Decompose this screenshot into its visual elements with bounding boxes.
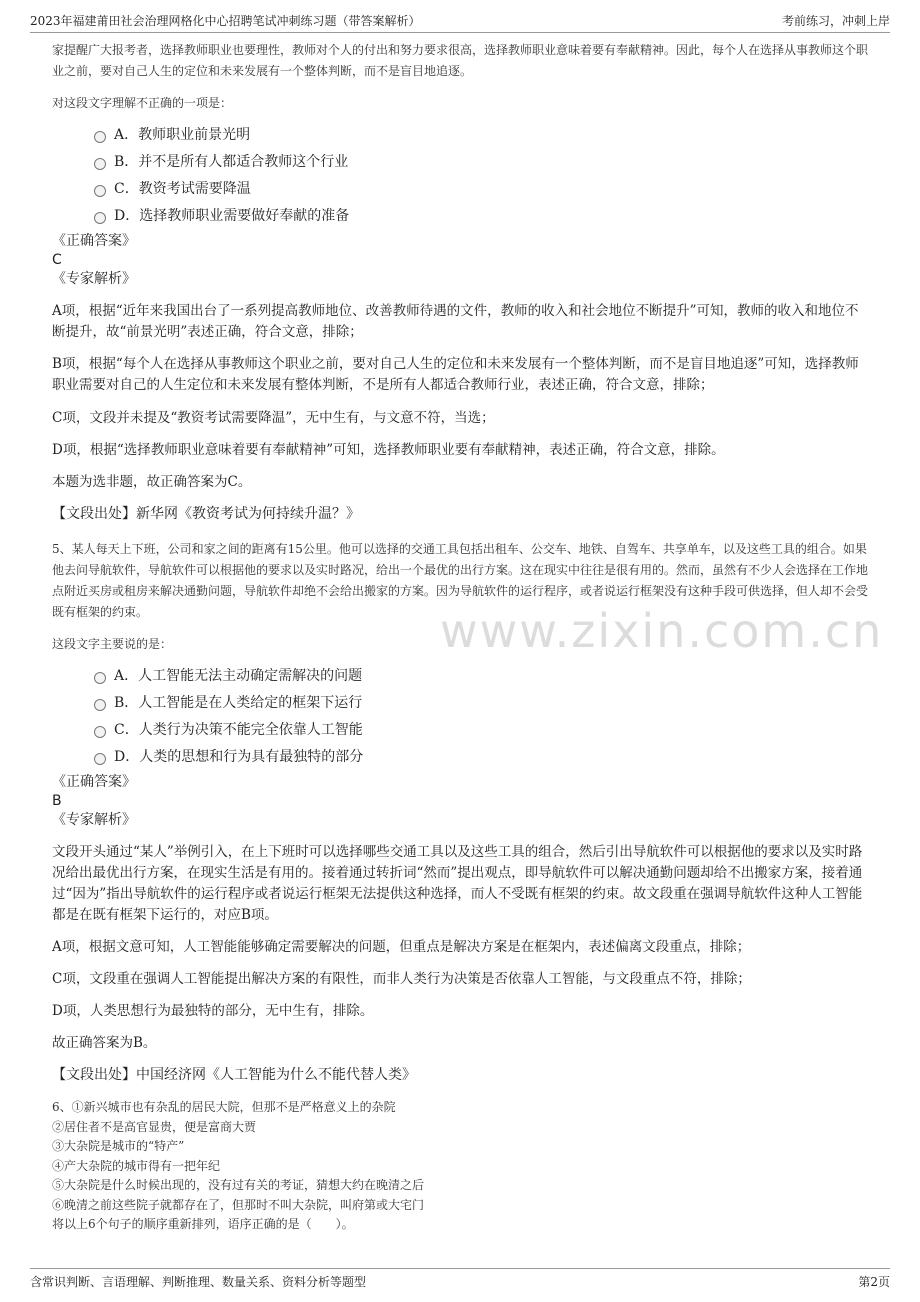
radio-icon[interactable] <box>94 753 106 765</box>
q4-option-c[interactable]: C．教资考试需要降温 <box>52 176 868 203</box>
q5-analysis-a: A项，根据文意可知，人工智能能够确定需要解决的问题，但重点是解决方案是在框架内，表述偏离文段重点，排除； <box>52 939 751 955</box>
q5-option-a[interactable]: A．人工智能无法主动确定需解决的问题 <box>52 663 868 690</box>
q6-line: ④产大杂院的城市得有一把年纪 <box>52 1158 221 1173</box>
q4-option-d[interactable]: D．选择教师职业需要做好奉献的准备 <box>52 203 868 230</box>
q4-options <box>52 122 868 230</box>
watermark: www.zixin.com.cn <box>440 604 884 658</box>
radio-icon[interactable] <box>94 158 106 170</box>
q6-block <box>52 1098 868 1235</box>
q6-line: ②居住者不是高官显贵，便是富商大贾 <box>52 1119 257 1134</box>
q4-option-a[interactable]: A．教师职业前景光明 <box>52 122 868 149</box>
q6-line: ⑤大杂院是什么时候出现的，没有过有关的考证，猜想大约在晚清之后 <box>52 1178 425 1192</box>
q6-question: 将以上6个句子的顺序重新排列，语序正确的是（ ）。 <box>52 1217 354 1231</box>
q4-option-b[interactable]: B．并不是所有人都适合教师这个行业 <box>52 149 868 176</box>
q4-question: 对这段文字理解不正确的一项是： <box>52 96 233 110</box>
header-slogan: 考前练习，冲刺上岸 <box>781 14 890 28</box>
radio-icon[interactable] <box>94 726 106 738</box>
q4-conclusion: 本题为选非题，故正确答案为C。 <box>52 474 252 490</box>
q5-conclusion: 故正确答案为B。 <box>52 1035 157 1051</box>
q5-answer-label: 《正确答案》 <box>52 774 136 790</box>
q5-analysis-label: 《专家解析》 <box>52 812 136 828</box>
page-content <box>52 40 868 1235</box>
q5-options <box>52 663 868 771</box>
q5-option-b[interactable]: B．人工智能是在人类给定的框架下运行 <box>52 690 868 717</box>
q4-analysis-b: B项，根据“每个人在选择从事教师这个职业之前，要对自己人生的定位和未来发展有一个整体判断，而不是盲目地追逐”可知，选择教师职业需要对自己的人生定位和未来发展有整体判断，不是所有人都适合教师行业，表述正确，符合文意，排除； <box>52 356 859 393</box>
q5-analysis-main: 文段开头通过“某人”举例引入，在上下班时可以选择哪些交通工具以及这些工具的组合，然后引出导航软件可以根据他的要求以及实时路况给出最优出行方案，在现实生活是有用的。接着通过转折词“然而”提出观点，即导航软件可以解决通勤问题却给不出搬家方案，接着通过“因为”指出导航软件的运行程序或者说运行框架无法提供这种选择，而人不受既有框架的约束。故文段重在强调导航软件这种人工智能都是在既有框架下运行的，对应B项。 <box>52 844 863 923</box>
q5-option-c[interactable]: C．人类行为决策不能完全依靠人工智能 <box>52 717 868 744</box>
radio-icon[interactable] <box>94 131 106 143</box>
q4-analysis-d: D项，根据“选择教师职业意味着要有奉献精神”可知，选择教师职业要有奉献精神，表述正确，符合文意，排除。 <box>52 442 725 458</box>
q5-passage: 5、某人每天上下班，公司和家之间的距离有15公里。他可以选择的交通工具包括出租车、公交车、地铁、自驾车、共享单车，以及这些工具的组合。如果他去问导航软件，导航软件可以根据他的要求以及实时路况，给出一个最优的出行方案。这在现实中往往是很有用的。然而，虽然有不少人会选择在工作地点附近买房或租房来解决通勤问题，导航软件却绝不会给出搬家的方案。因为导航软件的运行程序，或者说运行框架没有这种手段可供选择，但人却不会受既有框架的约束。 <box>52 542 869 619</box>
q5-source: 【文段出处】中国经济网《人工智能为什么不能代替人类》 <box>52 1067 416 1083</box>
radio-icon[interactable] <box>94 212 106 224</box>
q4-source: 【文段出处】新华网《教资考试为何持续升温？》 <box>52 506 360 522</box>
q4-answer-label: 《正确答案》 <box>52 233 136 249</box>
q5-analysis-c: C项，文段重在强调人工智能提出解决方案的有限性，而非人类行为决策是否依靠人工智能，与文段重点不符，排除； <box>52 971 751 987</box>
q4-answer: C <box>52 252 62 268</box>
page-number: 第2页 <box>858 1275 890 1289</box>
radio-icon[interactable] <box>94 185 106 197</box>
q5-question: 这段文字主要说的是： <box>52 637 173 651</box>
q4-analysis-a: A项，根据“近年来我国出台了一系列提高教师地位、改善教师待遇的文件，教师的收入和社会地位不断提升”可知，教师的收入和地位不断提升，故“前景光明”表述正确，符合文意，排除； <box>52 303 859 340</box>
radio-icon[interactable] <box>94 699 106 711</box>
footer-categories: 含常识判断、言语理解、判断推理、数量关系、资料分析等题型 <box>30 1275 367 1289</box>
q5-answer: B <box>52 793 62 809</box>
q4-analysis-label: 《专家解析》 <box>52 271 136 287</box>
q6-line: ③大杂院是城市的“特产” <box>52 1139 185 1153</box>
q4-analysis-c: C项，文段并未提及“教资考试需要降温”，无中生有，与文意不符，当选； <box>52 410 495 426</box>
page-header <box>30 10 890 33</box>
q6-line: ⑥晚清之前这些院子就都存在了，但那时不叫大杂院，叫府第或大宅门 <box>52 1197 425 1212</box>
header-title: 2023年福建莆田社会治理网格化中心招聘笔试冲刺练习题（带答案解析） <box>30 14 421 28</box>
radio-icon[interactable] <box>94 672 106 684</box>
q5-analysis-d: D项，人类思想行为最独特的部分，无中生有，排除。 <box>52 1003 374 1019</box>
q6-line: 6、①新兴城市也有杂乱的居民大院，但那不是严格意义上的杂院 <box>52 1100 396 1114</box>
q4-passage: 家提醒广大报考者，选择教师职业也要理性，教师对个人的付出和努力要求很高，选择教师职业意味着要有奉献精神。因此，每个人在选择从事教师这个职业之前，要对自己人生的定位和未来发展有一个整体判断，而不是盲目地追逐。 <box>52 43 869 78</box>
q5-option-d[interactable]: D．人类的思想和行为具有最独特的部分 <box>52 744 868 771</box>
page-footer <box>30 1268 890 1291</box>
